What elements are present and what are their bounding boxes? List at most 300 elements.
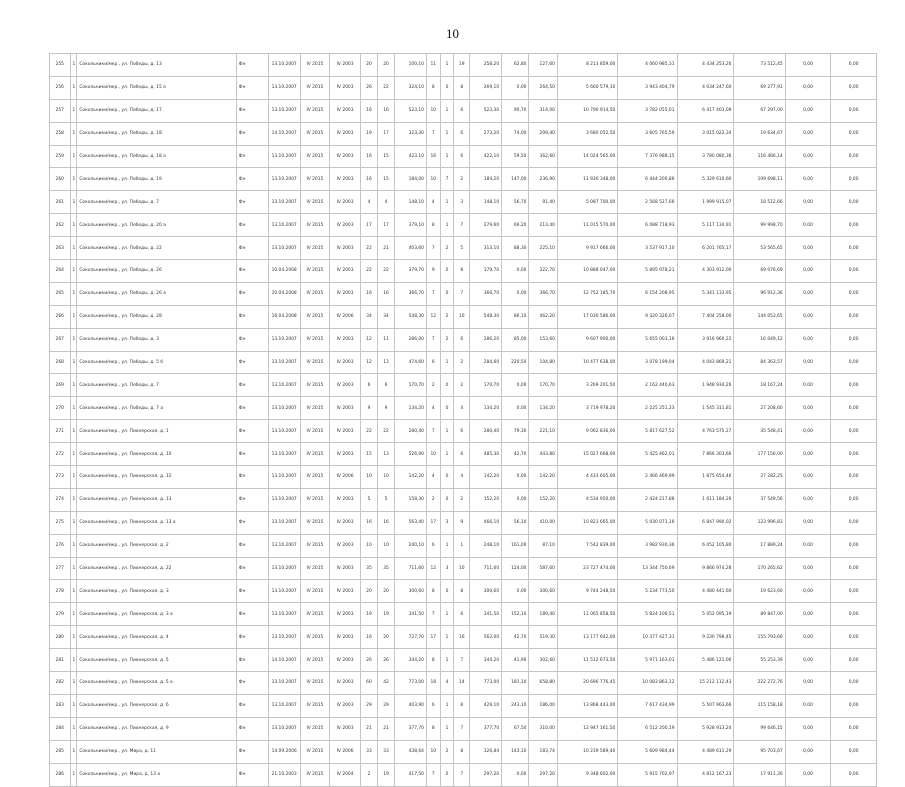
cell-count-b: 22 (378, 76, 395, 99)
cell-count-a: 4 (360, 191, 377, 214)
cell-cost-c: 35 548,41 (734, 420, 785, 443)
cell-units-a: 1 (440, 145, 454, 168)
cell-type: Фн (236, 145, 268, 168)
cell-area-living: 300,60 (470, 580, 502, 603)
cell-cost-a: 2 568 527,66 (618, 191, 677, 214)
table-row (50, 397, 877, 420)
cell-value-a: 0,00 (785, 214, 831, 237)
cell-cost-a: 5 030 071,16 (618, 511, 677, 534)
cell-count-b: 22 (378, 260, 395, 283)
cell-row-number: 278 (50, 580, 71, 603)
cell-units-total: 8 (426, 76, 440, 99)
cell-units-total: 6 (426, 534, 440, 557)
cell-flag: 1 (70, 763, 77, 786)
cell-count-b: 17 (378, 122, 395, 145)
cell-date: 13.10.2007 (268, 580, 300, 603)
cell-area-living: 523,30 (470, 99, 502, 122)
cell-value-a: 0,00 (785, 443, 831, 466)
cell-units-a: 7 (440, 168, 454, 191)
cell-row-number: 281 (50, 649, 71, 672)
cell-flag: 1 (70, 466, 77, 489)
cell-count-a: 29 (360, 694, 377, 717)
cell-count-b: 16 (378, 511, 395, 534)
cell-cost-a: 5 234 773,50 (618, 580, 677, 603)
cell-flag: 1 (70, 488, 77, 511)
cell-address: Сокольники/мкр., ул. Победы, д. 5 б (77, 351, 236, 374)
cell-act-quarter: IV 2003 (330, 511, 361, 534)
cell-plan-quarter: IV 2015 (300, 717, 330, 740)
cell-area-b: 127,60 (529, 54, 557, 77)
cell-units-b: 10 (454, 305, 470, 328)
cell-address: Сокольники/мкр., ул. Победы, д. 3 (77, 328, 236, 351)
cell-date: 14.09.2006 (268, 740, 300, 763)
table-row (50, 99, 877, 122)
cell-cost-c: 19 634,67 (734, 122, 785, 145)
cell-flag: 1 (70, 237, 77, 260)
cell-area-b: 297,20 (529, 763, 557, 786)
cell-area-a: 181,10 (502, 672, 529, 695)
cell-cost-total: 10 477 638,00 (557, 351, 617, 374)
cell-plan-quarter: IV 2015 (300, 99, 330, 122)
cell-address: Сокольники/мкр., ул. Мира, д. 13 а (77, 763, 236, 786)
cell-area-total: 344,20 (395, 649, 427, 672)
cell-area-total: 379,10 (395, 214, 427, 237)
cell-area-total: 286,00 (395, 328, 427, 351)
table-row (50, 511, 877, 534)
cell-area-b: 322,70 (529, 260, 557, 283)
cell-flag: 1 (70, 511, 77, 534)
cell-act-quarter: IV 2003 (330, 694, 361, 717)
cell-cost-b: 6 201 765,17 (677, 237, 734, 260)
cell-units-a: 1 (440, 214, 454, 237)
cell-area-b: 189,40 (529, 603, 557, 626)
cell-area-a: 0,00 (502, 763, 529, 786)
cell-address: Сокольники/мкр., ул. Победы, д. 26 а (77, 282, 236, 305)
cell-value-b: 0,00 (831, 54, 877, 77)
cell-cost-total: 10 888 047,00 (557, 260, 617, 283)
cell-act-quarter: IV 2003 (330, 557, 361, 580)
cell-area-b: 362,60 (529, 145, 557, 168)
cell-area-a: 0,00 (502, 282, 529, 305)
cell-area-a: 220,50 (502, 351, 529, 374)
cell-area-a: 59,50 (502, 145, 529, 168)
cell-flag: 1 (70, 580, 77, 603)
cell-flag: 1 (70, 122, 77, 145)
cell-units-a: 3 (440, 511, 454, 534)
cell-units-b: 8 (454, 740, 470, 763)
cell-count-b: 17 (378, 214, 395, 237)
cell-date: 13.10.2007 (268, 511, 300, 534)
cell-count-a: 26 (360, 649, 377, 672)
cell-plan-quarter: IV 2015 (300, 145, 330, 168)
cell-value-a: 0,00 (785, 191, 831, 214)
cell-plan-quarter: IV 2015 (300, 763, 330, 786)
cell-plan-quarter: IV 2015 (300, 191, 330, 214)
cell-value-a: 0,00 (785, 237, 831, 260)
cell-area-total: 526,90 (395, 443, 427, 466)
cell-count-b: 9 (378, 397, 395, 420)
cell-flag: 1 (70, 397, 77, 420)
cell-area-living: 344,20 (470, 649, 502, 672)
cell-area-b: 209,40 (529, 122, 557, 145)
cell-area-total: 379,70 (395, 260, 427, 283)
cell-date: 13.10.2007 (268, 534, 300, 557)
cell-cost-b: 9 230 798,45 (677, 626, 734, 649)
cell-value-b: 0,00 (831, 534, 877, 557)
cell-type: Фн (236, 397, 268, 420)
cell-cost-c: 99 646,15 (734, 717, 785, 740)
cell-units-total: 17 (426, 626, 440, 649)
cell-row-number: 255 (50, 54, 71, 77)
table-row (50, 580, 877, 603)
table-row (50, 351, 877, 374)
cell-units-total: 8 (426, 580, 440, 603)
cell-area-living: 284,60 (470, 351, 502, 374)
cell-units-a: 0 (440, 763, 454, 786)
cell-date: 13.10.2007 (268, 145, 300, 168)
cell-value-a: 0,00 (785, 76, 831, 99)
cell-area-total: 366,70 (395, 282, 427, 305)
cell-date: 16.04.2008 (268, 305, 300, 328)
cell-cost-total: 5 660 579,10 (557, 76, 617, 99)
cell-units-a: 2 (440, 305, 454, 328)
cell-type: Фн (236, 328, 268, 351)
table-row (50, 626, 877, 649)
cell-area-a: 0,00 (502, 260, 529, 283)
cell-cost-c: 222 272,76 (734, 672, 785, 695)
cell-area-living: 258,20 (470, 54, 502, 77)
table-row (50, 282, 877, 305)
cell-units-a: 1 (440, 649, 454, 672)
cell-cost-c: 99 998,70 (734, 214, 785, 237)
cell-area-total: 323,30 (395, 122, 427, 145)
cell-area-b: 302,60 (529, 649, 557, 672)
cell-date: 13.10.2007 (268, 328, 300, 351)
cell-area-b: 462,20 (529, 305, 557, 328)
cell-row-number: 283 (50, 694, 71, 717)
cell-area-total: 184,00 (395, 168, 427, 191)
cell-cost-total: 10 790 914,50 (557, 99, 617, 122)
cell-units-b: 2 (454, 374, 470, 397)
cell-address: Сокольники/мкр., ул. Пионерская, д. 2 (77, 534, 236, 557)
cell-plan-quarter: IV 2015 (300, 328, 330, 351)
cell-area-living: 773,00 (470, 672, 502, 695)
cell-value-a: 0,00 (785, 420, 831, 443)
cell-units-b: 7 (454, 214, 470, 237)
cell-cost-b: 6 052 105,80 (677, 534, 734, 557)
cell-cost-total: 9 062 836,00 (557, 420, 617, 443)
cell-act-quarter: IV 2003 (330, 374, 361, 397)
cell-units-a: 2 (440, 740, 454, 763)
cell-act-quarter: IV 2003 (330, 580, 361, 603)
cell-units-b: 14 (454, 672, 470, 695)
cell-flag: 1 (70, 282, 77, 305)
register-table-container (49, 53, 877, 787)
cell-value-a: 0,00 (785, 672, 831, 695)
cell-count-a: 21 (360, 717, 377, 740)
cell-row-number: 285 (50, 740, 71, 763)
cell-value-b: 0,00 (831, 260, 877, 283)
cell-area-total: 438,64 (395, 740, 427, 763)
cell-act-quarter: IV 2003 (330, 534, 361, 557)
cell-cost-total: 9 607 900,00 (557, 328, 617, 351)
cell-row-number: 267 (50, 328, 71, 351)
cell-flag: 1 (70, 557, 77, 580)
cell-plan-quarter: IV 2015 (300, 374, 330, 397)
cell-count-a: 10 (360, 534, 377, 557)
cell-units-a: 1 (440, 351, 454, 374)
cell-area-total: 148,10 (395, 191, 427, 214)
cell-row-number: 261 (50, 191, 71, 214)
cell-row-number: 286 (50, 763, 71, 786)
cell-type: Фн (236, 420, 268, 443)
cell-value-b: 0,00 (831, 649, 877, 672)
cell-units-b: 7 (454, 649, 470, 672)
cell-units-total: 8 (426, 717, 440, 740)
cell-count-a: 9 (360, 397, 377, 420)
table-row (50, 420, 877, 443)
cell-cost-c: 17 911,30 (734, 763, 785, 786)
cell-flag: 1 (70, 351, 77, 374)
cell-row-number: 257 (50, 99, 71, 122)
cell-units-b: 10 (454, 557, 470, 580)
cell-act-quarter: IV 2003 (330, 420, 361, 443)
cell-count-a: 60 (360, 672, 377, 695)
table-row (50, 237, 877, 260)
cell-units-a: 4 (440, 672, 454, 695)
cell-cost-b: 3 015 022,34 (677, 122, 734, 145)
cell-value-a: 0,00 (785, 694, 831, 717)
cell-area-a: 56,70 (502, 191, 529, 214)
cell-row-number: 260 (50, 168, 71, 191)
cell-type: Фн (236, 534, 268, 557)
cell-cost-total: 15 027 668,00 (557, 443, 617, 466)
cell-type: Фн (236, 76, 268, 99)
cell-units-b: 4 (454, 397, 470, 420)
cell-area-b: 300,60 (529, 580, 557, 603)
cell-cost-c: 116 466,14 (734, 145, 785, 168)
cell-units-total: 10 (426, 99, 440, 122)
cell-value-a: 0,00 (785, 122, 831, 145)
cell-cost-b: 5 507 903,66 (677, 694, 734, 717)
cell-cost-a: 3 782 055,01 (618, 99, 677, 122)
cell-cost-b: 4 043 869,21 (677, 351, 734, 374)
cell-cost-a: 5 817 627,52 (618, 420, 677, 443)
cell-type: Фн (236, 717, 268, 740)
cell-value-b: 0,00 (831, 122, 877, 145)
cell-value-b: 0,00 (831, 511, 877, 534)
cell-row-number: 276 (50, 534, 71, 557)
cell-area-a: 0,00 (502, 580, 529, 603)
cell-cost-a: 4 060 985,31 (618, 54, 677, 77)
cell-address: Сокольники/мкр., ул. Пионерская, д. 6 (77, 694, 236, 717)
cell-address: Сокольники/мкр., ул. Пионерская, д. 12 (77, 466, 236, 489)
cell-count-a: 10 (360, 466, 377, 489)
cell-row-number: 269 (50, 374, 71, 397)
cell-cost-a: 2 424 217,88 (618, 488, 677, 511)
cell-cost-a: 5 425 462,01 (618, 443, 677, 466)
cell-cost-total: 20 696 776,45 (557, 672, 617, 695)
cell-area-a: 88,30 (502, 237, 529, 260)
cell-count-b: 19 (378, 603, 395, 626)
cell-units-total: 11 (426, 54, 440, 77)
cell-area-living: 366,70 (470, 282, 502, 305)
cell-cost-c: 16 049,12 (734, 328, 785, 351)
cell-cost-a: 2 466 469,99 (618, 466, 677, 489)
cell-cost-total: 9 744 248,50 (557, 580, 617, 603)
table-row (50, 488, 877, 511)
cell-area-b: 587,60 (529, 557, 557, 580)
cell-units-a: 3 (440, 557, 454, 580)
cell-cost-c: 95 703,67 (734, 740, 785, 763)
cell-act-quarter: IV 2003 (330, 328, 361, 351)
cell-cost-total: 14 024 565,00 (557, 145, 617, 168)
cell-area-a: 42,70 (502, 626, 529, 649)
table-row (50, 168, 877, 191)
cell-date: 13.10.2007 (268, 694, 300, 717)
cell-cost-total: 13 868 443,00 (557, 694, 617, 717)
cell-count-b: 21 (378, 237, 395, 260)
cell-act-quarter: IV 2003 (330, 351, 361, 374)
cell-area-total: 523,10 (395, 99, 427, 122)
cell-units-b: 8 (454, 260, 470, 283)
cell-value-b: 0,00 (831, 397, 877, 420)
cell-type: Фн (236, 740, 268, 763)
cell-cost-total: 4 534 950,00 (557, 488, 617, 511)
table-row (50, 694, 877, 717)
cell-cost-b: 4 034 247,60 (677, 76, 734, 99)
cell-cost-c: 84 363,57 (734, 351, 785, 374)
cell-area-total: 170,70 (395, 374, 427, 397)
cell-area-b: 213,40 (529, 214, 557, 237)
cell-area-living: 297,20 (470, 763, 502, 786)
cell-plan-quarter: IV 2015 (300, 351, 330, 374)
cell-units-a: 0 (440, 260, 454, 283)
cell-cost-c: 170 265,62 (734, 557, 785, 580)
cell-address: Сокольники/мкр., ул. Победы, д. 7 а (77, 397, 236, 420)
table-row (50, 191, 877, 214)
cell-cost-c: 177 156,00 (734, 443, 785, 466)
cell-cost-b: 5 329 610,60 (677, 168, 734, 191)
cell-date: 13.10.2007 (268, 420, 300, 443)
cell-cost-total: 8 213 859,00 (557, 54, 617, 77)
cell-area-a: 74,00 (502, 122, 529, 145)
cell-date: 14.10.2007 (268, 122, 300, 145)
cell-value-b: 0,00 (831, 282, 877, 305)
cell-cost-b: 5 341 133,95 (677, 282, 734, 305)
cell-area-total: 403,60 (395, 237, 427, 260)
cell-units-total: 2 (426, 374, 440, 397)
cell-cost-total: 10 823 665,00 (557, 511, 617, 534)
table-row (50, 649, 877, 672)
cell-units-a: 0 (440, 580, 454, 603)
cell-units-a: 1 (440, 603, 454, 626)
cell-area-a: 90,70 (502, 99, 529, 122)
cell-count-a: 33 (360, 740, 377, 763)
cell-count-a: 26 (360, 76, 377, 99)
cell-count-b: 26 (378, 649, 395, 672)
cell-cost-a: 3 078 199,04 (618, 351, 677, 374)
cell-cost-b: 4 763 575,27 (677, 420, 734, 443)
cell-value-b: 0,00 (831, 603, 877, 626)
cell-area-living: 170,70 (470, 374, 502, 397)
table-row (50, 54, 877, 77)
cell-date: 13.10.2007 (268, 466, 300, 489)
cell-units-a: 0 (440, 397, 454, 420)
cell-plan-quarter: IV 2015 (300, 649, 330, 672)
cell-area-a: 0,00 (502, 374, 529, 397)
cell-area-a: 0,00 (502, 76, 529, 99)
cell-value-b: 0,00 (831, 763, 877, 786)
cell-address: Сокольники/мкр., ул. Пионерская, д. 3 а (77, 603, 236, 626)
cell-units-b: 3 (454, 191, 470, 214)
cell-row-number: 266 (50, 305, 71, 328)
cell-flag: 1 (70, 649, 77, 672)
cell-units-total: 7 (426, 420, 440, 443)
cell-value-b: 0,00 (831, 328, 877, 351)
cell-count-b: 16 (378, 282, 395, 305)
cell-area-total: 341,50 (395, 603, 427, 626)
cell-value-b: 0,00 (831, 99, 877, 122)
cell-count-a: 16 (360, 99, 377, 122)
cell-count-a: 34 (360, 305, 377, 328)
cell-type: Фн (236, 443, 268, 466)
cell-cost-c: 53 565,65 (734, 237, 785, 260)
cell-address: Сокольники/мкр., ул. Победы, д. 28 (77, 305, 236, 328)
cell-area-b: 104,80 (529, 351, 557, 374)
cell-cost-a: 5 824 106,51 (618, 603, 677, 626)
cell-area-living: 422,10 (470, 145, 502, 168)
cell-cost-a: 5 895 978,21 (618, 260, 677, 283)
cell-plan-quarter: IV 2015 (300, 511, 330, 534)
cell-flag: 1 (70, 420, 77, 443)
cell-value-b: 0,00 (831, 466, 877, 489)
cell-area-b: 153,60 (529, 328, 557, 351)
cell-area-b: 152,20 (529, 488, 557, 511)
cell-cost-a: 2 225 251,23 (618, 397, 677, 420)
cell-cost-total: 13 177 642,00 (557, 626, 617, 649)
cell-type: Фн (236, 237, 268, 260)
cell-flag: 1 (70, 603, 77, 626)
cell-value-a: 0,00 (785, 740, 831, 763)
cell-units-total: 8 (426, 649, 440, 672)
cell-plan-quarter: IV 2015 (300, 534, 330, 557)
cell-units-b: 8 (454, 694, 470, 717)
cell-act-quarter: IV 2003 (330, 260, 361, 283)
cell-cost-c: 18 167,24 (734, 374, 785, 397)
cell-cost-b: 1 999 915,07 (677, 191, 734, 214)
cell-units-b: 2 (454, 488, 470, 511)
cell-units-a: 1 (440, 717, 454, 740)
cell-cost-a: 3 943 404,79 (618, 76, 677, 99)
cell-cost-c: 17 889,24 (734, 534, 785, 557)
cell-value-b: 0,00 (831, 351, 877, 374)
cell-cost-a: 3 605 765,59 (618, 122, 677, 145)
cell-area-b: 443,80 (529, 443, 557, 466)
cell-value-b: 0,00 (831, 191, 877, 214)
cell-act-quarter: IV 2003 (330, 122, 361, 145)
cell-cost-b: 15 212 112,43 (677, 672, 734, 695)
cell-units-total: 7 (426, 122, 440, 145)
cell-area-a: 67,50 (502, 717, 529, 740)
cell-address: Сокольники/мкр., ул. Победы, д. 22 (77, 237, 236, 260)
cell-cost-b: 5 486 121,06 (677, 649, 734, 672)
cell-cost-total: 10 239 589,40 (557, 740, 617, 763)
cell-units-a: 1 (440, 122, 454, 145)
cell-cost-c: 115 158,18 (734, 694, 785, 717)
cell-cost-a: 10 377 427,31 (618, 626, 677, 649)
cell-address: Сокольники/мкр., ул. Мира, д. 11 (77, 740, 236, 763)
